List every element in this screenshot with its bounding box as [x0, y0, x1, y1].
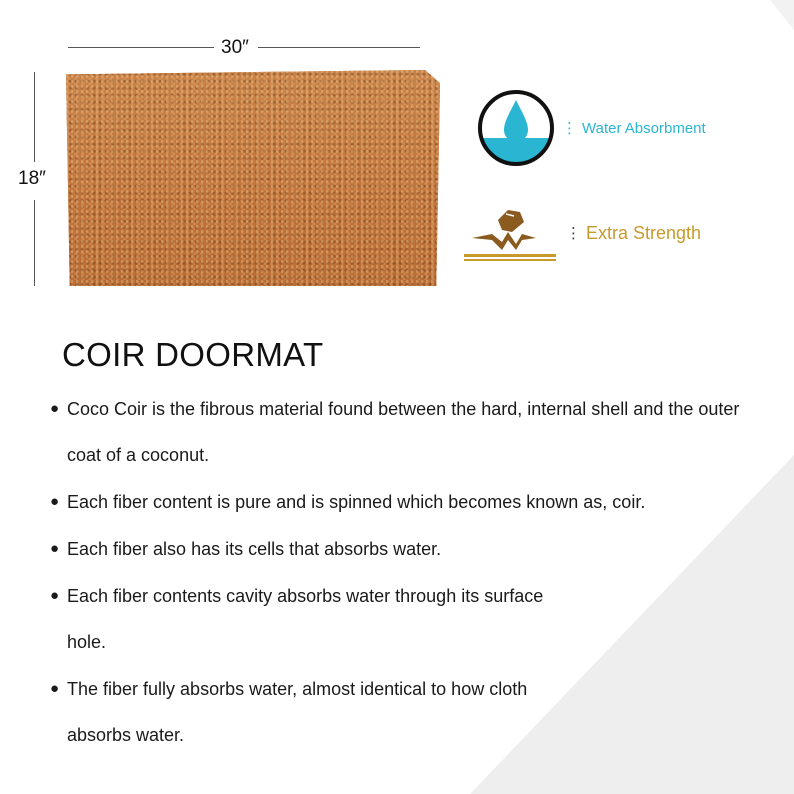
height-dimension-label: 18″	[18, 168, 46, 189]
height-dimension-line-top	[34, 72, 35, 162]
bullet-text: Coco Coir is the fibrous material found between the hard, internal shell and the outer coat of a coconut.	[67, 399, 740, 465]
height-dimension-line-bottom	[34, 200, 35, 286]
width-dimension-line-right	[258, 47, 420, 48]
bullet-dot: ●	[50, 400, 60, 417]
feature-separator: ⋮	[566, 225, 581, 242]
bullet-text: The fiber fully absorbs water, almost identical to how cloth absorbs water.	[67, 679, 528, 745]
width-dimension-label: 30″	[221, 37, 249, 58]
bullet-item	[50, 666, 547, 758]
coir-doormat-image	[66, 70, 440, 286]
bullet-dot: ●	[50, 587, 60, 604]
bullet-text: Each fiber also has its cells that absorbs water.	[67, 539, 442, 559]
rock-crack-icon	[462, 204, 558, 262]
product-title: COIR DOORMAT	[62, 336, 324, 373]
bullet-item	[50, 526, 770, 572]
water-drop-icon	[476, 88, 556, 168]
feature-bullet-list	[50, 386, 770, 759]
bullet-item	[50, 479, 770, 525]
bullet-dot: ●	[50, 680, 60, 697]
bullet-text: Each fiber content is pure and is spinned which becomes known as, coir.	[67, 492, 646, 512]
bullet-dot: ●	[50, 493, 60, 510]
feature-extra-strength	[462, 204, 701, 262]
bullet-dot: ●	[50, 540, 60, 557]
bullet-text: Each fiber contents cavity absorbs water through its surface hole.	[67, 586, 544, 652]
bullet-item	[50, 386, 770, 478]
feature-separator: ⋮	[562, 120, 577, 137]
extra-strength-label: Extra Strength	[586, 222, 702, 243]
feature-water-absorbment	[476, 88, 706, 168]
width-dimension-line-left	[68, 47, 214, 48]
bullet-item	[50, 573, 567, 665]
water-absorbment-label: Water Absorbment	[582, 119, 706, 137]
